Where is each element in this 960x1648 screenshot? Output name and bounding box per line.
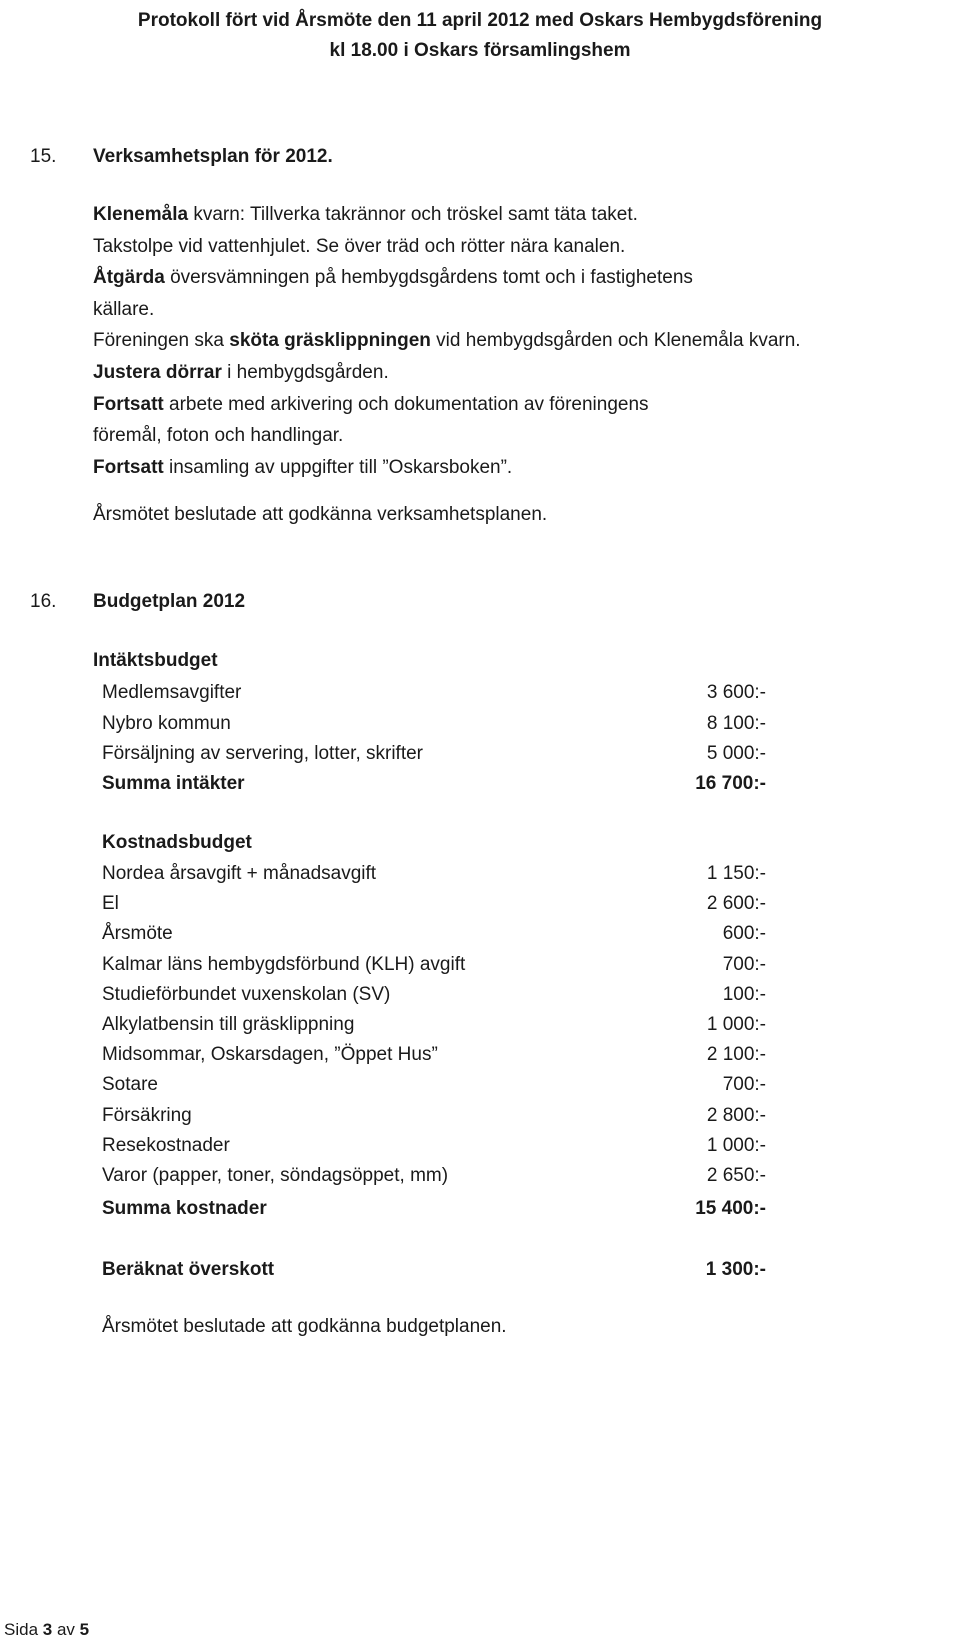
budget-item-label: Summa kostnader xyxy=(102,1198,267,1219)
budget-item-amount: 3 600:- xyxy=(706,682,766,703)
budget-item-amount: 2 100:- xyxy=(706,1044,766,1066)
budget-item-label: Alkylatbensin till gräsklippning xyxy=(102,1014,355,1035)
section-title: Budgetplan 2012 xyxy=(93,591,246,612)
plan-line-segment: Föreningen ska xyxy=(93,330,230,352)
income-budget-heading: Intäktsbudget xyxy=(93,650,218,671)
budget-item-label: Varor (papper, toner, söndagsöppet, mm) xyxy=(102,1165,449,1186)
budget-row xyxy=(102,709,766,739)
document-header xyxy=(0,6,960,66)
budget-total-row xyxy=(102,1194,766,1224)
plan-line-segment: sköta gräsklippningen xyxy=(229,330,431,352)
section-title: Verksamhetsplan för 2012. xyxy=(93,146,333,167)
plan-line-segment: Takstolpe vid vattenhjulet. Se över träd och rötter nära kanalen. xyxy=(93,235,626,257)
header-title-line1: Protokoll fört vid Årsmöte den 11 april 2012 med Oskars Hembygdsförening xyxy=(137,10,823,31)
budget-row xyxy=(102,1010,766,1040)
budget-item-amount: 8 100:- xyxy=(706,712,766,734)
cost-budget-heading: Kostnadsbudget xyxy=(102,832,252,853)
plan-line xyxy=(93,325,801,357)
budget-item-amount: 1 000:- xyxy=(706,1134,766,1156)
budget-item-label: Studieförbundet vuxenskolan (SV) xyxy=(102,983,391,1005)
plan-line-segment: Justera dörrar xyxy=(93,361,222,383)
budget-row xyxy=(102,950,766,980)
verksamhetsplan-text xyxy=(93,199,801,483)
budget-item-label: Midsommar, Oskarsdagen, ”Öppet Hus” xyxy=(102,1044,438,1066)
budget-row xyxy=(102,1101,766,1131)
plan-line-segment: kvarn: Tillverka takrännor och tröskel samt täta taket. xyxy=(188,204,638,225)
page-footer xyxy=(4,1620,89,1640)
footer-middle: av xyxy=(52,1620,80,1639)
budget-item-label: Nordea årsavgift + månadsavgift xyxy=(102,863,377,884)
budget-item-amount: 700:- xyxy=(722,1074,766,1096)
budget-row xyxy=(102,980,766,1010)
budget-item-amount: 600:- xyxy=(722,923,766,945)
budget-row xyxy=(102,1131,766,1161)
plan-line-segment: arbete med arkivering och dokumentation av föreningens xyxy=(163,393,649,415)
plan-line-segment: Klenemåla xyxy=(93,204,189,225)
budget-item-label: El xyxy=(102,893,119,915)
plan-line-segment: Fortsatt xyxy=(93,456,164,478)
budget-row xyxy=(102,889,766,919)
budget-row xyxy=(102,1070,766,1100)
budget-item-label: Försäljning av servering, lotter, skrifter xyxy=(102,743,424,764)
budget-decision: Årsmötet beslutade att godkänna budgetplanen. xyxy=(102,1316,507,1337)
budget-item-label: Medlemsavgifter xyxy=(102,682,242,703)
plan-line xyxy=(93,357,801,389)
plan-line xyxy=(93,262,801,294)
plan-line-segment: Åtgärda xyxy=(93,267,165,289)
plan-line-segment: i hembygdsgården. xyxy=(221,361,389,383)
footer-total-pages: 5 xyxy=(79,1620,90,1639)
budget-row xyxy=(102,859,766,889)
budget-item-label: Kalmar läns hembygdsförbund (KLH) avgift xyxy=(102,953,466,975)
plan-line-segment: föremål, foton och handlingar. xyxy=(93,425,344,447)
plan-line xyxy=(93,420,801,452)
section-number: 15. xyxy=(30,146,57,167)
budget-row xyxy=(102,739,766,769)
footer-prefix: Sida xyxy=(4,1620,43,1639)
budget-item-label: Försäkring xyxy=(102,1104,192,1126)
budget-item-amount: 1 150:- xyxy=(706,863,766,884)
budget-item-label: Resekostnader xyxy=(102,1134,230,1156)
surplus-amount: 1 300:- xyxy=(705,1259,766,1280)
budget-item-amount: 15 400:- xyxy=(695,1198,766,1219)
budget-row xyxy=(102,678,766,708)
plan-line xyxy=(93,389,801,421)
surplus-label: Beräknat överskott xyxy=(102,1259,275,1280)
plan-line xyxy=(93,231,801,263)
budget-item-amount: 2 600:- xyxy=(706,893,766,915)
budget-item-label: Sotare xyxy=(102,1074,158,1096)
plan-line-segment: källare. xyxy=(93,298,155,320)
budget-row xyxy=(102,1040,766,1070)
budget-item-amount: 700:- xyxy=(722,953,766,975)
budget-row xyxy=(102,1161,766,1191)
header-title-line2: kl 18.00 i Oskars församlingshem xyxy=(329,40,631,61)
plan-line xyxy=(93,199,801,231)
footer-page-number: 3 xyxy=(42,1620,53,1639)
budget-item-label: Summa intäkter xyxy=(102,773,245,794)
plan-line-segment: Fortsatt xyxy=(93,393,164,415)
plan-line xyxy=(93,452,801,484)
verksamhetsplan-decision: Årsmötet beslutade att godkänna verksamhetsplanen. xyxy=(93,504,548,525)
budget-row xyxy=(102,919,766,949)
section-number: 16. xyxy=(30,591,57,612)
plan-line-segment: insamling av uppgifter till ”Oskarsboken”. xyxy=(163,456,513,478)
budget-item-amount: 2 650:- xyxy=(706,1165,766,1186)
budget-item-amount: 100:- xyxy=(722,983,766,1005)
budget-item-label: Årsmöte xyxy=(102,923,173,945)
budget-item-amount: 16 700:- xyxy=(695,773,766,794)
surplus-row xyxy=(102,1255,766,1285)
budget-total-row xyxy=(102,769,766,799)
plan-line-segment: översvämningen på hembygdsgårdens tomt och i fastighetens xyxy=(164,267,693,289)
plan-line xyxy=(93,294,801,326)
plan-line-segment: vid hembygdsgården och Klenemåla kvarn. xyxy=(430,330,801,352)
budget-item-label: Nybro kommun xyxy=(102,712,231,734)
budget-item-amount: 5 000:- xyxy=(706,743,766,764)
budget-item-amount: 2 800:- xyxy=(706,1104,766,1126)
budget-item-amount: 1 000:- xyxy=(706,1014,766,1035)
